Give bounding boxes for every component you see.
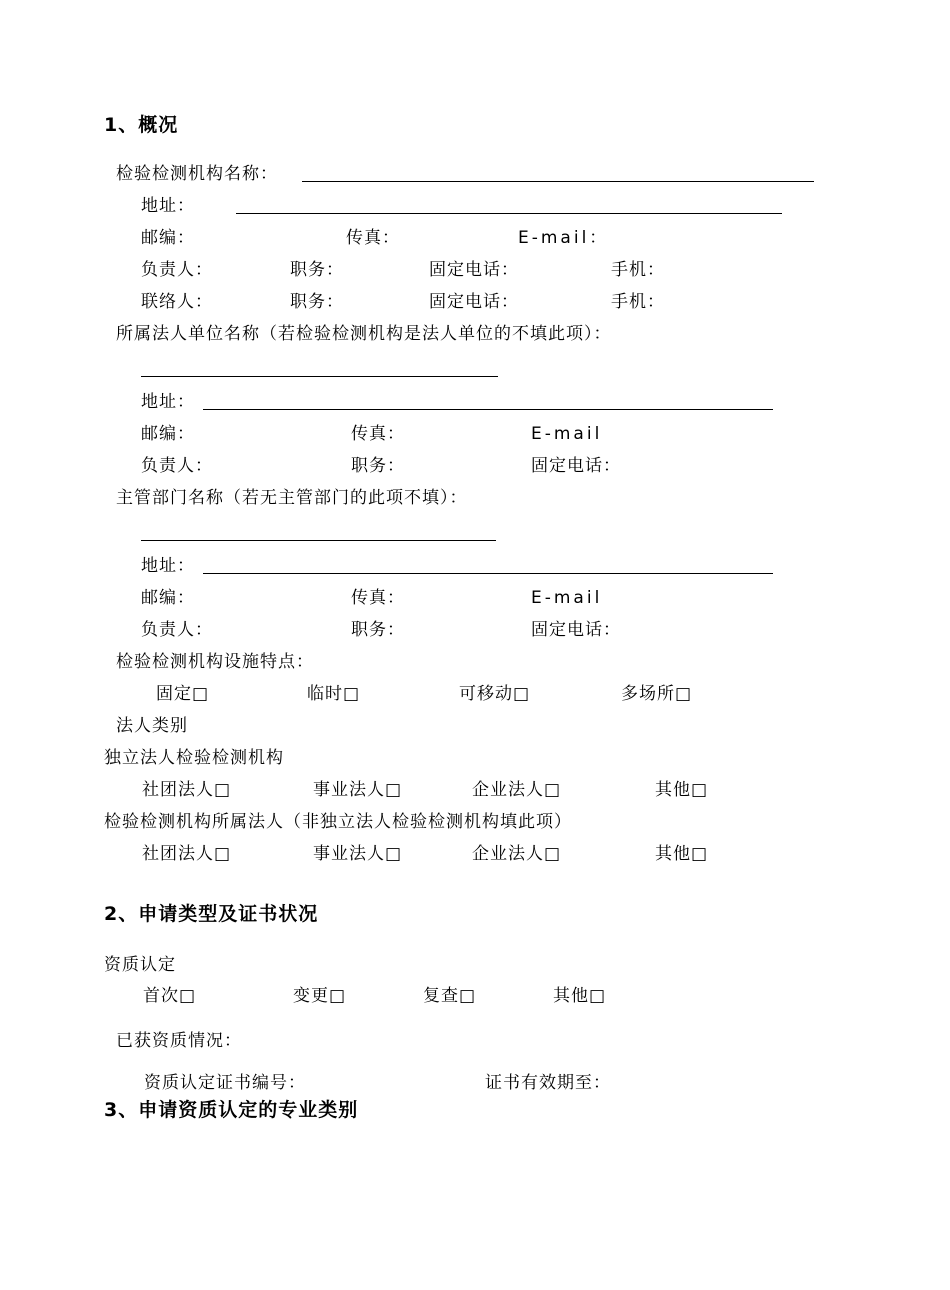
org-contact-mobile-label: 手机： (611, 292, 665, 312)
section-2-title: 2、申请类型及证书状况 (104, 903, 319, 925)
legal-fax-label: 传真： (351, 424, 405, 444)
org-contact-phone-label: 固定电话： (429, 292, 519, 312)
independent-option-social[interactable]: 社团法人□ (142, 780, 232, 800)
org-address-label: 地址： (141, 196, 195, 216)
affiliated-legal-label: 检验检测机构所属法人（非独立法人检验检测机构填此项） (104, 812, 572, 832)
org-postcode-label: 邮编： (141, 228, 195, 248)
application-option-review[interactable]: 复查□ (423, 986, 477, 1006)
org-mobile-label: 手机： (611, 260, 665, 280)
independent-option-enterprise[interactable]: 企业法人□ (472, 780, 562, 800)
application-label: 资质认定 (104, 955, 176, 975)
affiliated-option-social[interactable]: 社团法人□ (142, 844, 232, 864)
independent-option-institution[interactable]: 事业法人□ (313, 780, 403, 800)
application-option-other[interactable]: 其他□ (553, 986, 607, 1006)
legal-position-label: 职务： (351, 456, 405, 476)
application-option-first[interactable]: 首次□ (143, 986, 197, 1006)
dept-head-label: 负责人： (141, 620, 213, 640)
legal-address-label: 地址： (141, 392, 195, 412)
application-option-change[interactable]: 变更□ (293, 986, 347, 1006)
legal-phone-label: 固定电话： (531, 456, 621, 476)
facility-option-mobile[interactable]: 可移动□ (459, 684, 531, 704)
affiliated-option-enterprise[interactable]: 企业法人□ (472, 844, 562, 864)
legal-name-field[interactable] (141, 376, 498, 377)
org-email-label: E-mail： (518, 228, 610, 248)
legal-head-label: 负责人： (141, 456, 213, 476)
dept-name-field[interactable] (141, 540, 496, 541)
dept-email-label: E-mail (531, 588, 603, 608)
org-head-label: 负责人： (141, 260, 213, 280)
org-contact-label: 联络人： (141, 292, 213, 312)
legal-postcode-label: 邮编： (141, 424, 195, 444)
dept-address-label: 地址： (141, 556, 195, 576)
dept-postcode-label: 邮编： (141, 588, 195, 608)
legal-address-field[interactable] (203, 409, 773, 410)
facility-option-temporary[interactable]: 临时□ (307, 684, 361, 704)
facility-label: 检验检测机构设施特点： (116, 652, 314, 672)
affiliated-option-other[interactable]: 其他□ (655, 844, 709, 864)
dept-name-label: 主管部门名称（若无主管部门的此项不填）： (116, 488, 468, 508)
org-name-field[interactable] (302, 181, 814, 182)
independent-option-other[interactable]: 其他□ (655, 780, 709, 800)
independent-legal-label: 独立法人检验检测机构 (104, 748, 284, 768)
org-address-field[interactable] (236, 213, 782, 214)
org-contact-position-label: 职务： (290, 292, 344, 312)
org-name-label: 检验检测机构名称： (116, 164, 278, 184)
section-1-title: 1、概况 (104, 114, 179, 136)
obtained-label: 已获资质情况： (116, 1031, 242, 1051)
facility-option-multisite[interactable]: 多场所□ (621, 684, 693, 704)
dept-fax-label: 传真： (351, 588, 405, 608)
legal-type-label: 法人类别 (116, 716, 188, 736)
dept-position-label: 职务： (351, 620, 405, 640)
legal-email-label: E-mail (531, 424, 603, 444)
org-phone-label: 固定电话： (429, 260, 519, 280)
section-3-title: 3、申请资质认定的专业类别 (104, 1099, 359, 1121)
org-position-label: 职务： (290, 260, 344, 280)
org-fax-label: 传真： (346, 228, 400, 248)
cert-valid-until-label: 证书有效期至： (485, 1073, 611, 1093)
cert-number-label: 资质认定证书编号： (144, 1073, 306, 1093)
affiliated-option-institution[interactable]: 事业法人□ (313, 844, 403, 864)
dept-phone-label: 固定电话： (531, 620, 621, 640)
facility-option-fixed[interactable]: 固定□ (156, 684, 210, 704)
legal-name-label: 所属法人单位名称（若检验检测机构是法人单位的不填此项）： (116, 324, 612, 344)
dept-address-field[interactable] (203, 573, 773, 574)
